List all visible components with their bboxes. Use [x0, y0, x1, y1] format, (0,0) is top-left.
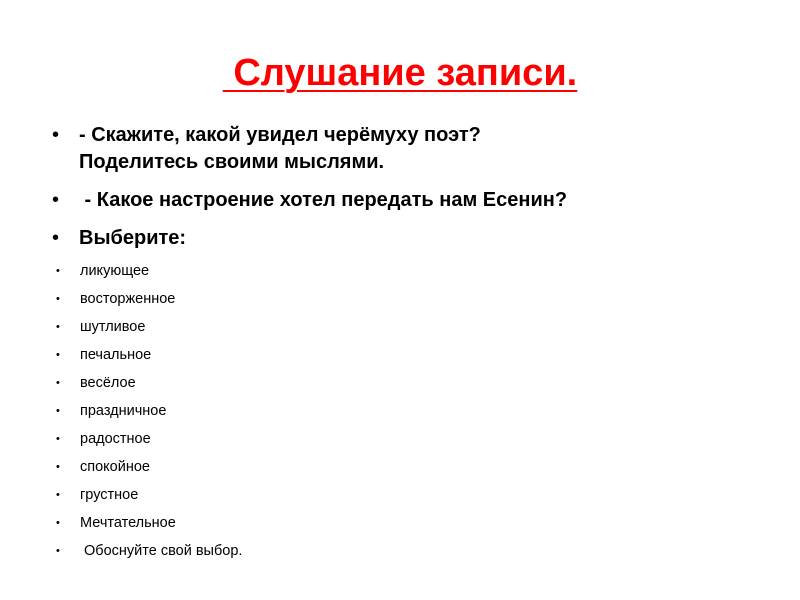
bullet-icon: •	[56, 405, 60, 417]
bullet-icon: •	[56, 489, 60, 501]
option-text: грустное	[80, 487, 139, 503]
bullet-icon: •	[56, 517, 60, 529]
bullet-icon: •	[56, 321, 60, 333]
bullet-icon: •	[52, 124, 60, 146]
option-text: Мечтательное	[80, 515, 176, 531]
option-text: шутливое	[80, 319, 146, 335]
option-text: восторженное	[80, 291, 176, 307]
bullet-icon: •	[56, 349, 60, 361]
bullet-icon: •	[52, 227, 60, 249]
bullet-icon: •	[56, 293, 60, 305]
option-text: печальное	[80, 347, 152, 363]
option-text: весёлое	[80, 375, 136, 391]
question-text-line2: Поделитесь своими мыслями.	[79, 151, 385, 173]
bullet-icon: •	[56, 377, 60, 389]
option-text: праздничное	[80, 403, 167, 419]
bullet-icon: •	[56, 461, 60, 473]
bullet-icon: •	[56, 433, 60, 445]
bullet-icon: •	[56, 545, 60, 557]
option-text: ликующее	[80, 263, 150, 279]
question-text-line1: - Скажите, какой увидел черёмуху поэт?	[79, 124, 481, 146]
bullet-icon: •	[56, 265, 60, 277]
option-text: Обоснуйте свой выбор.	[80, 543, 243, 559]
bullet-icon: •	[52, 189, 60, 211]
slide-title: Слушание записи.	[222, 52, 578, 94]
option-text: радостное	[80, 431, 151, 447]
question-text: - Какое настроение хотел передать нам Есенин?	[79, 189, 568, 211]
option-text: спокойное	[80, 459, 150, 475]
question-text: Выберите:	[79, 227, 187, 249]
